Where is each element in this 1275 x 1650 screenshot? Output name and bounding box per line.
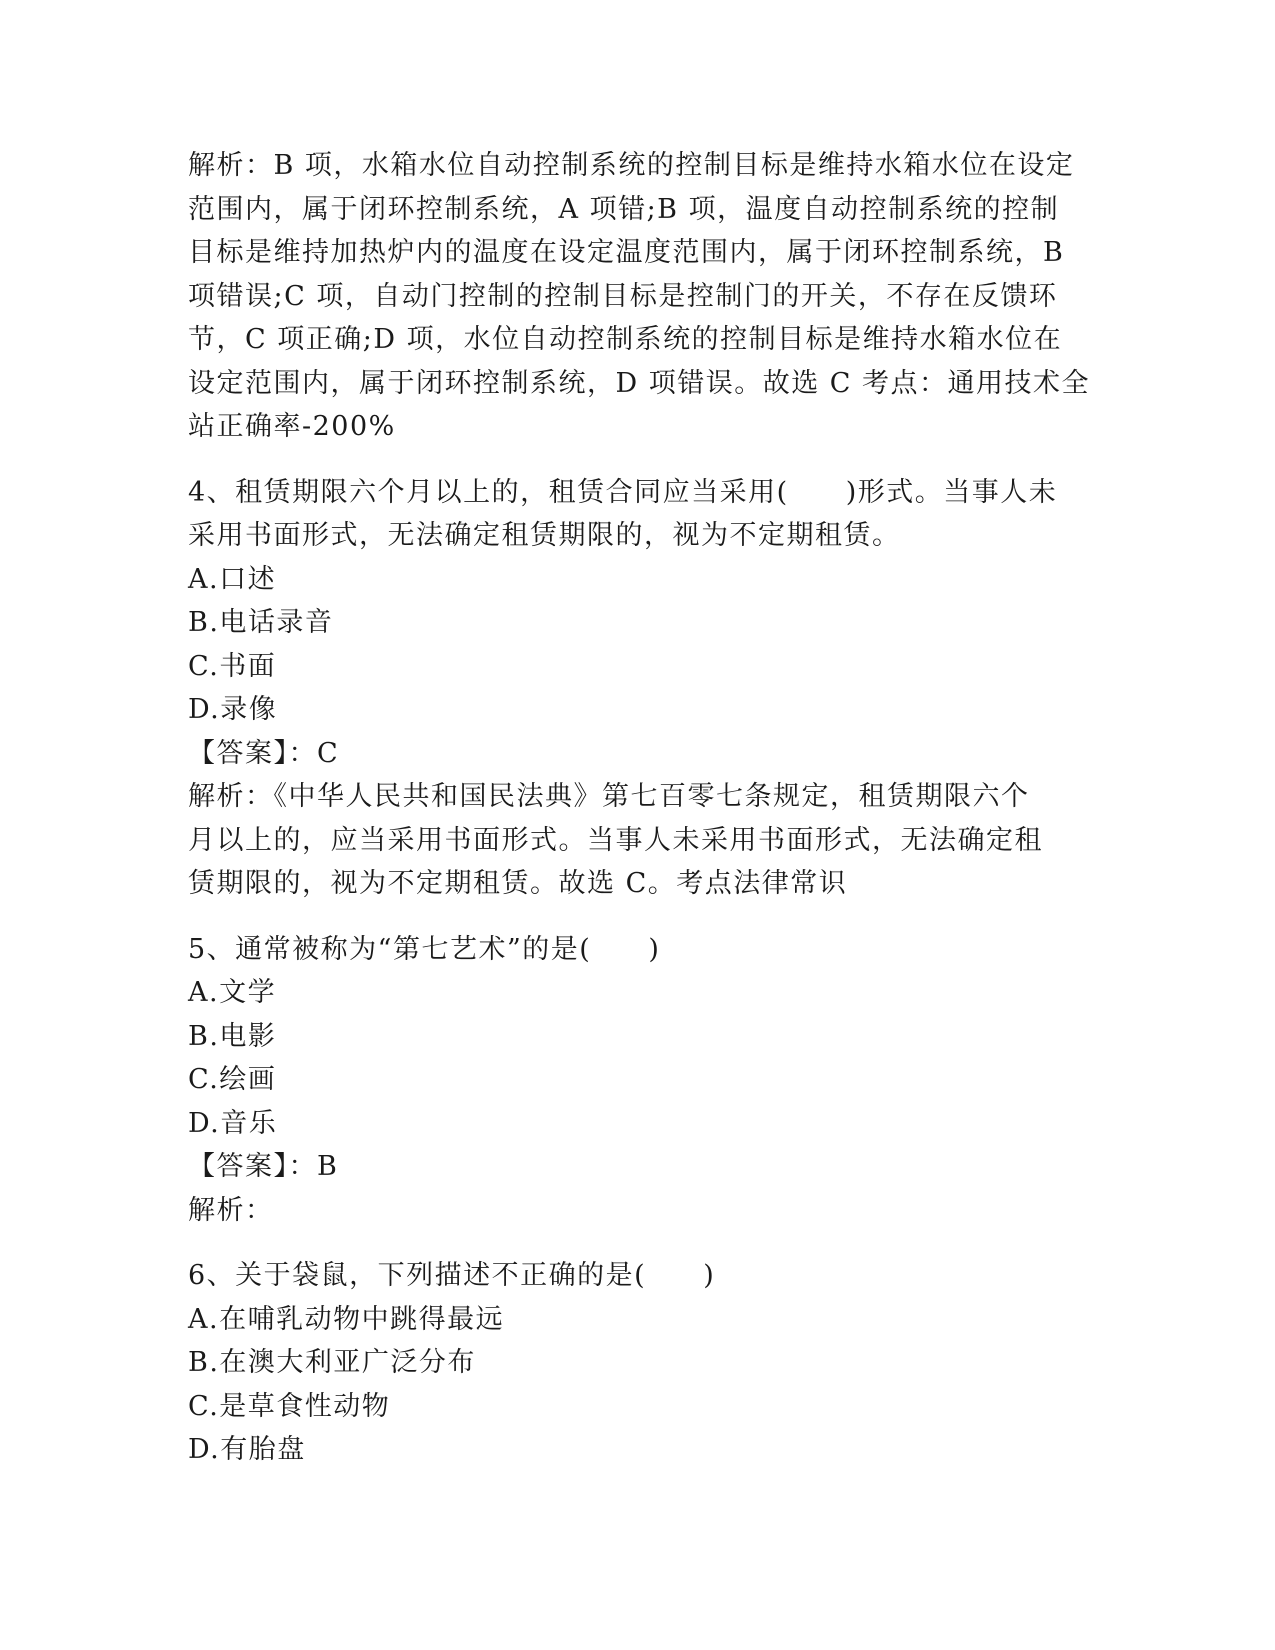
- question-6: [188, 1254, 1088, 1472]
- page-content: [188, 144, 1091, 1472]
- spacer: [188, 1232, 1088, 1254]
- option-d: D.录像: [188, 694, 278, 725]
- option-b: B.电影: [188, 1020, 277, 1052]
- explanation-line: 解析：: [188, 1194, 274, 1226]
- question-5: [188, 928, 1088, 1233]
- explanation-line: 节，C 项正确;D 项，水位自动控制系统的控制目标是维持水箱水位在: [188, 324, 1063, 355]
- previous-explanation: [188, 144, 1091, 449]
- question-stem: 5、通常被称为“第七艺术”的是( ): [188, 933, 661, 965]
- spacer: [188, 449, 1088, 471]
- answer-line: 【答案】：C: [188, 737, 340, 769]
- option-c: C.是草食性动物: [188, 1390, 391, 1422]
- explanation-line: 设定范围内，属于闭环控制系统，D 项错误。故选 C 考点：通用技术全: [188, 367, 1091, 399]
- question-stem: 4、租赁期限六个月以上的，租赁合同应当采用( )形式。当事人未: [188, 476, 1058, 508]
- option-a: A.在哺乳动物中跳得最远: [188, 1303, 505, 1335]
- option-d: D.有胎盘: [188, 1434, 306, 1465]
- explanation-line: 范围内，属于闭环控制系统，A 项错;B 项，温度自动控制系统的控制: [188, 193, 1060, 225]
- answer-line: 【答案】：B: [188, 1151, 339, 1182]
- explanation-line: 解析：B 项，水箱水位自动控制系统的控制目标是维持水箱水位在设定: [188, 150, 1075, 181]
- explanation-line: 赁期限的，视为不定期租赁。故选 C。考点法律常识: [188, 868, 848, 899]
- spacer: [188, 906, 1088, 928]
- question-stem: 采用书面形式，无法确定租赁期限的，视为不定期租赁。: [188, 520, 901, 551]
- option-c: C.绘画: [188, 1064, 277, 1095]
- option-a: A.文学: [188, 977, 277, 1008]
- explanation-line: 月以上的，应当采用书面形式。当事人未采用书面形式，无法确定租: [188, 824, 1043, 856]
- option-c: C.书面: [188, 650, 277, 682]
- question-4: [188, 471, 1088, 906]
- question-stem: 6、关于袋鼠，下列描述不正确的是( ): [188, 1260, 716, 1291]
- explanation-line: 目标是维持加热炉内的温度在设定温度范围内，属于闭环控制系统，B: [188, 237, 1065, 268]
- explanation-line: 解析：《中华人民共和国民法典》第七百零七条规定，租赁期限六个: [188, 781, 1030, 812]
- explanation-line: 项错误;C 项，自动门控制的控制目标是控制门的开关，不存在反馈环: [188, 280, 1058, 312]
- option-a: A.口述: [188, 563, 277, 595]
- explanation-line: 站正确率-200%: [188, 411, 396, 442]
- option-b: B.在澳大利亚广泛分布: [188, 1347, 476, 1378]
- option-b: B.电话录音: [188, 607, 334, 638]
- option-d: D.音乐: [188, 1107, 278, 1139]
